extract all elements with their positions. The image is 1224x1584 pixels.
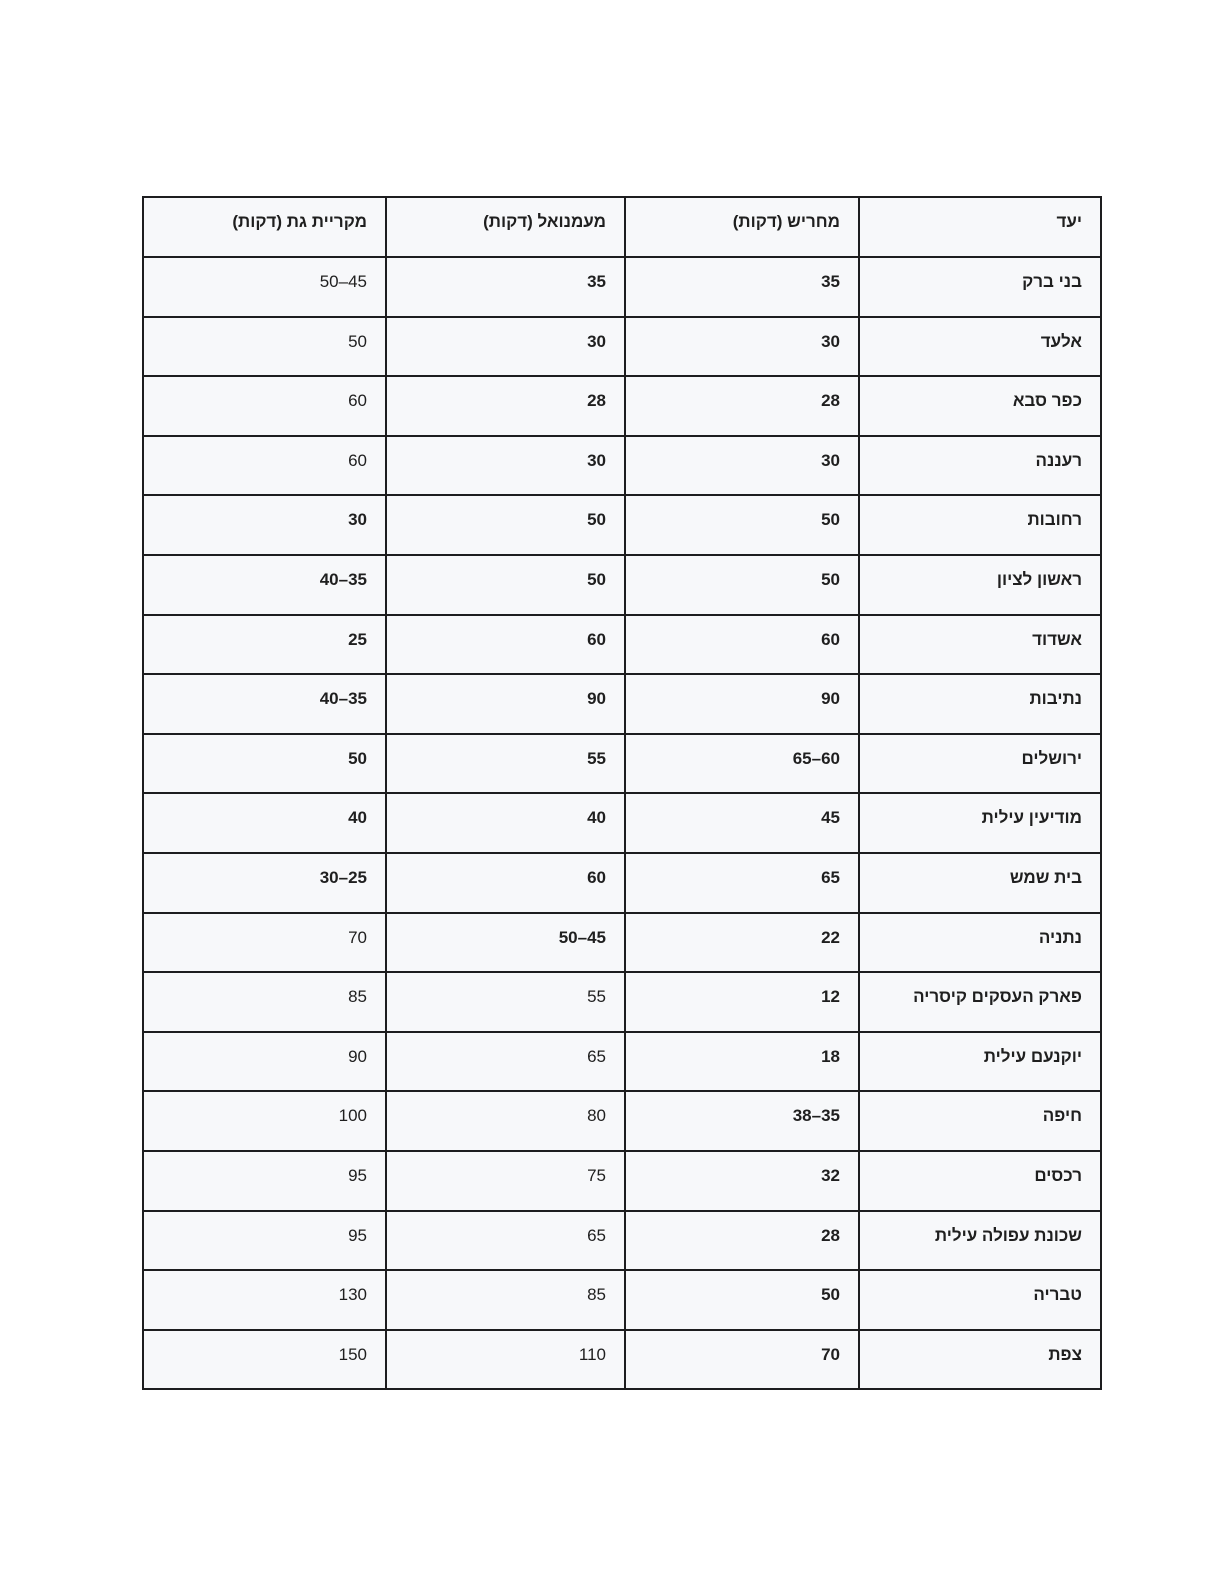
destination-cell: רחובות (859, 495, 1101, 555)
minutes-cell: 50 (143, 317, 386, 377)
minutes-cell: 50 (386, 555, 625, 615)
minutes-cell: 28 (625, 376, 859, 436)
table-row (143, 913, 1101, 973)
minutes-cell: 30–25 (143, 853, 386, 913)
minutes-cell: 22 (625, 913, 859, 973)
minutes-cell: 100 (143, 1091, 386, 1151)
table-row (143, 1330, 1101, 1390)
destination-cell: בני ברק (859, 257, 1101, 317)
table-row (143, 1151, 1101, 1211)
table-row (143, 1270, 1101, 1330)
minutes-cell: 80 (386, 1091, 625, 1151)
table-row (143, 257, 1101, 317)
minutes-cell: 95 (143, 1211, 386, 1271)
minutes-cell: 35 (625, 257, 859, 317)
destination-cell: בית שמש (859, 853, 1101, 913)
header-from-emmanuel: מעמנואל (דקות) (386, 197, 625, 257)
header-from-kiryat-gat: מקריית גת (דקות) (143, 197, 386, 257)
minutes-cell: 65 (625, 853, 859, 913)
header-destination: יעד (859, 197, 1101, 257)
table-row (143, 734, 1101, 794)
table-row (143, 853, 1101, 913)
minutes-cell: 60 (625, 615, 859, 675)
minutes-cell: 110 (386, 1330, 625, 1390)
minutes-cell: 130 (143, 1270, 386, 1330)
table-row (143, 495, 1101, 555)
destination-cell: פארק העסקים קיסריה (859, 972, 1101, 1032)
minutes-cell: 30 (625, 436, 859, 496)
header-row (143, 197, 1101, 257)
minutes-cell: 38–35 (625, 1091, 859, 1151)
destination-cell: כפר סבא (859, 376, 1101, 436)
minutes-cell: 30 (143, 495, 386, 555)
minutes-cell: 65–60 (625, 734, 859, 794)
destination-cell: יוקנעם עילית (859, 1032, 1101, 1092)
destination-cell: אשדוד (859, 615, 1101, 675)
minutes-cell: 50 (386, 495, 625, 555)
minutes-cell: 25 (143, 615, 386, 675)
minutes-cell: 18 (625, 1032, 859, 1092)
destination-cell: צפת (859, 1330, 1101, 1390)
table-row (143, 972, 1101, 1032)
minutes-cell: 30 (386, 317, 625, 377)
destination-cell: נתיבות (859, 674, 1101, 734)
minutes-cell: 65 (386, 1032, 625, 1092)
minutes-cell: 90 (143, 1032, 386, 1092)
minutes-cell: 60 (386, 853, 625, 913)
header-from-harish: מחריש (דקות) (625, 197, 859, 257)
minutes-cell: 50–45 (386, 913, 625, 973)
table-row (143, 376, 1101, 436)
minutes-cell: 50 (143, 734, 386, 794)
table-row (143, 1091, 1101, 1151)
minutes-cell: 95 (143, 1151, 386, 1211)
destination-cell: רכסים (859, 1151, 1101, 1211)
minutes-cell: 40–35 (143, 555, 386, 615)
minutes-cell: 85 (386, 1270, 625, 1330)
minutes-cell: 60 (386, 615, 625, 675)
destination-cell: ירושלים (859, 734, 1101, 794)
minutes-cell: 30 (625, 317, 859, 377)
minutes-cell: 90 (625, 674, 859, 734)
destination-cell: נתניה (859, 913, 1101, 973)
minutes-cell: 50 (625, 555, 859, 615)
minutes-cell: 85 (143, 972, 386, 1032)
minutes-cell: 28 (386, 376, 625, 436)
minutes-cell: 45 (625, 793, 859, 853)
minutes-cell: 50 (625, 1270, 859, 1330)
table-body (143, 257, 1101, 1389)
table-row (143, 317, 1101, 377)
minutes-cell: 65 (386, 1211, 625, 1271)
minutes-cell: 12 (625, 972, 859, 1032)
minutes-cell: 40 (143, 793, 386, 853)
minutes-cell: 30 (386, 436, 625, 496)
destination-cell: שכונת עפולה עילית (859, 1211, 1101, 1271)
minutes-cell: 28 (625, 1211, 859, 1271)
destination-cell: ראשון לציון (859, 555, 1101, 615)
minutes-cell: 50–45 (143, 257, 386, 317)
minutes-cell: 90 (386, 674, 625, 734)
table-row (143, 793, 1101, 853)
destination-cell: חיפה (859, 1091, 1101, 1151)
minutes-cell: 60 (143, 376, 386, 436)
minutes-cell: 55 (386, 972, 625, 1032)
table-row (143, 674, 1101, 734)
minutes-cell: 35 (386, 257, 625, 317)
minutes-cell: 55 (386, 734, 625, 794)
minutes-cell: 70 (625, 1330, 859, 1390)
destination-cell: רעננה (859, 436, 1101, 496)
destination-cell: מודיעין עילית (859, 793, 1101, 853)
minutes-cell: 70 (143, 913, 386, 973)
minutes-cell: 50 (625, 495, 859, 555)
travel-times-table (142, 196, 1102, 1390)
minutes-cell: 75 (386, 1151, 625, 1211)
minutes-cell: 40–35 (143, 674, 386, 734)
destination-cell: אלעד (859, 317, 1101, 377)
table-row (143, 1211, 1101, 1271)
destination-cell: טבריה (859, 1270, 1101, 1330)
table-row (143, 555, 1101, 615)
minutes-cell: 60 (143, 436, 386, 496)
table-row (143, 615, 1101, 675)
minutes-cell: 150 (143, 1330, 386, 1390)
minutes-cell: 40 (386, 793, 625, 853)
table-row (143, 1032, 1101, 1092)
minutes-cell: 32 (625, 1151, 859, 1211)
table-row (143, 436, 1101, 496)
